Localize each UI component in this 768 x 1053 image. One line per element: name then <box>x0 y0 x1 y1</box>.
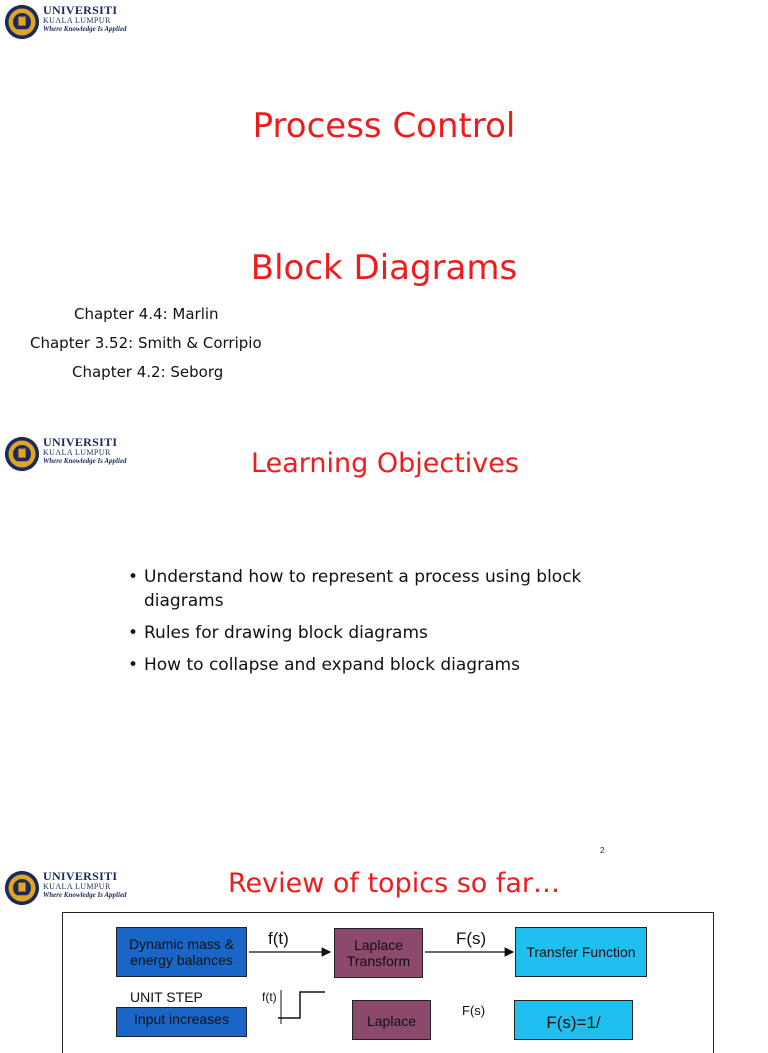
dynamic-balances-box: Dynamic mass & energy balances <box>116 927 247 977</box>
laplace-box-2: Laplace <box>352 1000 431 1040</box>
unit-step-label: UNIT STEP <box>130 989 203 1005</box>
logo-line2: KUALA LUMPUR <box>43 16 111 25</box>
logo-line1: UNIVERSITI <box>43 869 118 883</box>
bullet-dot: • <box>128 655 139 675</box>
laplace-transform-box: Laplace Transform <box>334 928 423 978</box>
bullet-dot: • <box>128 623 139 643</box>
input-increases-box: Input increases <box>116 1007 247 1037</box>
transfer-function-box: Transfer Function <box>515 927 647 977</box>
signal-fs: F(s) <box>456 929 487 948</box>
slide-title: Learning Objectives <box>251 448 519 479</box>
page-number: 2 <box>600 846 605 855</box>
university-seal-icon <box>4 870 40 906</box>
logo-line1: UNIVERSITI <box>43 3 118 17</box>
bullet-text: Understand how to represent a process using block diagrams <box>144 567 582 611</box>
signal-ft: f(t) <box>268 929 289 948</box>
logo-line2: KUALA LUMPUR <box>43 448 111 457</box>
signal-fs-2: F(s) <box>462 1003 486 1018</box>
fs-equation-box: F(s)=1/ <box>514 1000 633 1040</box>
bullet-dot: • <box>128 567 139 587</box>
chapter-smith-corripio: Chapter 3.52: Smith & Corripio <box>30 334 262 352</box>
slide-title: Process Control <box>252 106 516 146</box>
logo-tagline: Where Knowledge Is Applied <box>43 25 127 33</box>
slide-subtitle: Block Diagrams <box>250 248 518 288</box>
logo-line1: UNIVERSITI <box>43 435 118 449</box>
logo-line2: KUALA LUMPUR <box>43 882 111 891</box>
bullet-text: How to collapse and expand block diagrams <box>144 655 520 675</box>
bullet-text: Rules for drawing block diagrams <box>144 623 428 643</box>
signal-ft-2: f(t) <box>262 990 277 1004</box>
chapter-marlin: Chapter 4.4: Marlin <box>74 305 219 323</box>
slide-title: Review of topics so far… <box>227 868 561 899</box>
logo-tagline: Where Knowledge Is Applied <box>43 891 127 899</box>
logo-tagline: Where Knowledge Is Applied <box>43 457 127 465</box>
chapter-seborg: Chapter 4.2: Seborg <box>72 363 224 381</box>
